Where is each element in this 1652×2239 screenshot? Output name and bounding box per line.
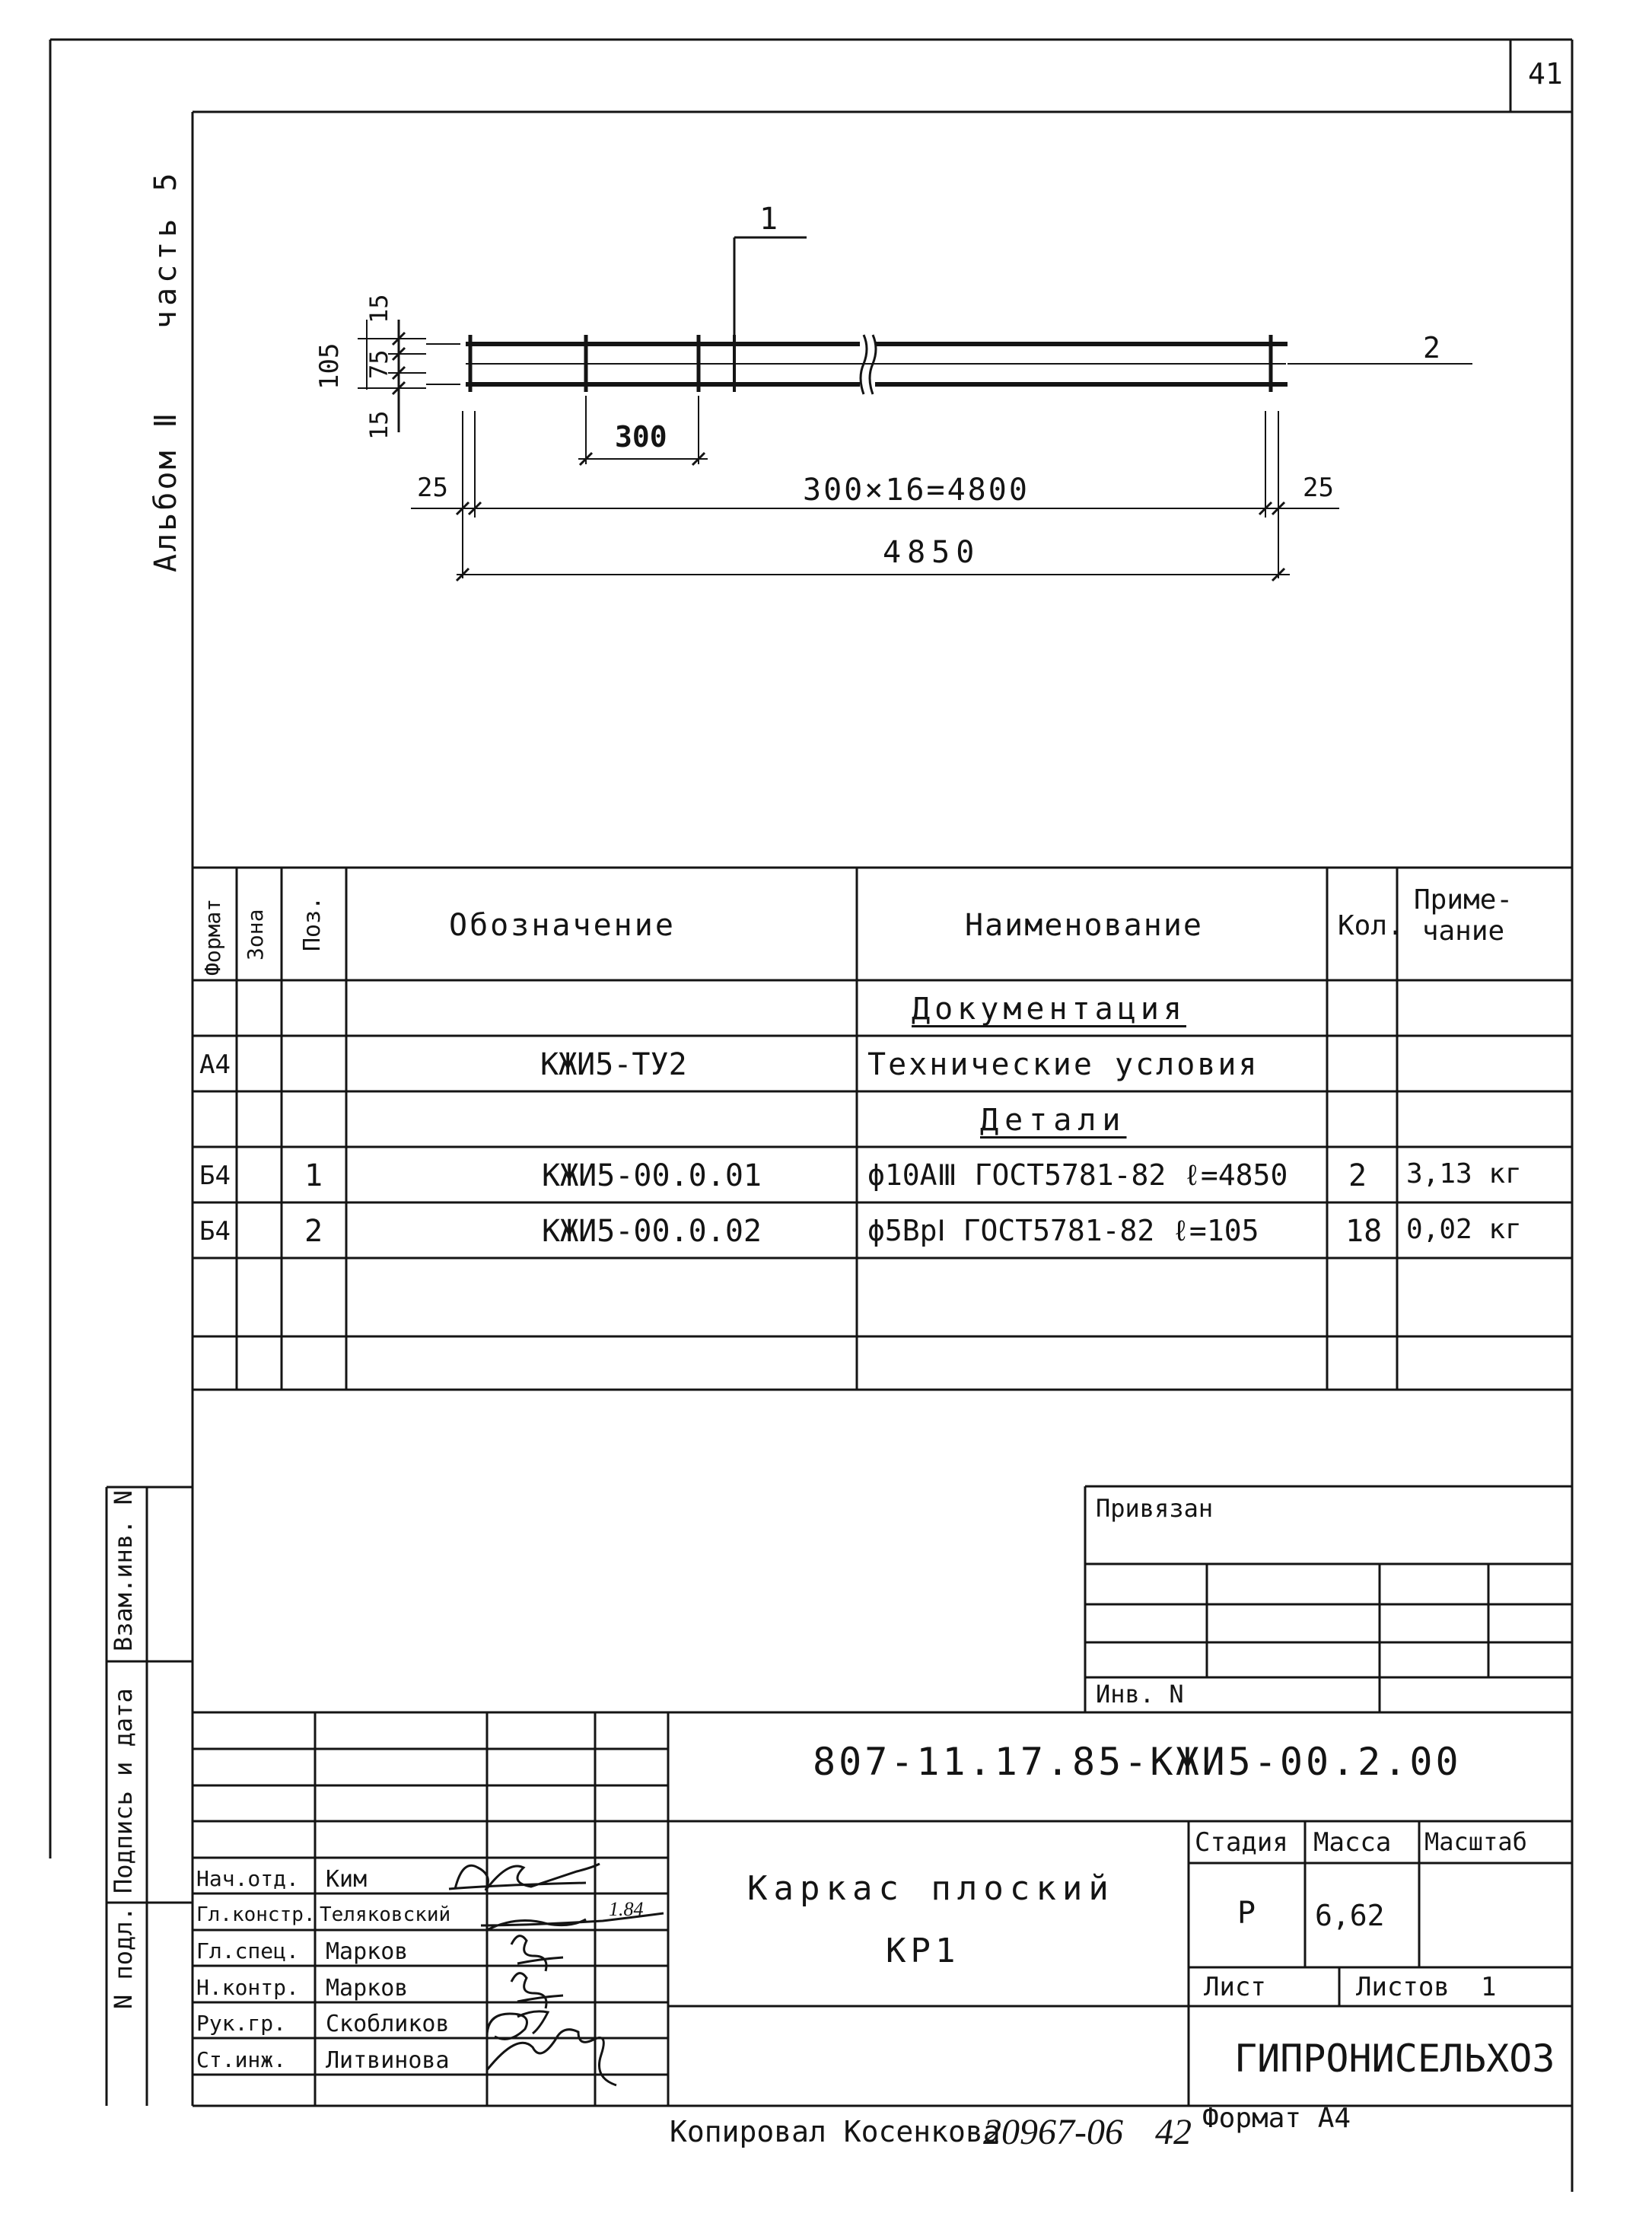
- scale-label: Масштаб: [1424, 1827, 1527, 1856]
- row-note: 0,02 кг: [1406, 1214, 1522, 1245]
- header-pos: Поз.: [299, 896, 326, 951]
- row-designation: КЖИ5-ТУ2: [540, 1047, 687, 1082]
- sign-role: Нач.отд.: [196, 1866, 299, 1891]
- doc-code: 807-11.17.85-КЖИ5-00.2.00: [813, 1740, 1462, 1784]
- header-designation: Обозначение: [449, 908, 676, 943]
- row-format: Б4: [199, 1216, 231, 1247]
- row-qty: 18: [1345, 1214, 1383, 1249]
- row-format: Б4: [199, 1161, 231, 1191]
- mass-value: 6,62: [1315, 1899, 1385, 1932]
- section-documentation: Документация: [912, 992, 1186, 1027]
- strip-inv-podl: N подл.: [109, 1906, 138, 2009]
- footer-format: Формат А4: [1202, 2103, 1351, 2134]
- sheet-label: Лист: [1204, 1972, 1266, 2002]
- sheets-value: 1: [1481, 1972, 1497, 2002]
- sign-name: Ким: [326, 1866, 368, 1893]
- stage-label: Стадия: [1195, 1827, 1288, 1858]
- row-qty: 2: [1348, 1158, 1367, 1193]
- dim-left-top: 15: [364, 294, 393, 323]
- header-format: Формат: [200, 898, 225, 976]
- dim-left-total: 105: [314, 342, 345, 390]
- header-zone: Зона: [243, 909, 268, 960]
- attached-title: Привязан: [1096, 1494, 1214, 1523]
- sign-role: Рук.гр.: [196, 2011, 287, 2036]
- row-designation: КЖИ5-00.0.02: [542, 1214, 762, 1249]
- strip-vzam: Взам.инв. N: [109, 1490, 138, 1651]
- sign-name: Литвинова: [326, 2047, 450, 2074]
- header-name: Наименование: [965, 908, 1203, 943]
- header-note: Приме- чание: [1414, 884, 1514, 948]
- sheet-number: 41: [1528, 57, 1563, 91]
- header-qty: Кол.: [1338, 910, 1404, 941]
- row-format: А4: [199, 1049, 231, 1080]
- pos1-label: 1: [759, 202, 778, 237]
- signature-marks: [449, 1864, 664, 2085]
- row-name: Технические условия: [867, 1047, 1259, 1082]
- sheets-label: Листов: [1356, 1972, 1450, 2002]
- pos2-label: 2: [1423, 331, 1440, 365]
- dim-middle: 300×16=4800: [803, 473, 1030, 508]
- dim-left-mid: 75: [364, 349, 393, 379]
- row-pos: 1: [304, 1158, 323, 1193]
- sign-name: Марков: [326, 1975, 409, 2002]
- footer-copied: Копировал Косенкова: [670, 2115, 1001, 2148]
- title-line1: Каркас плоский: [747, 1869, 1115, 1908]
- part-label: часть 5: [148, 168, 183, 329]
- dim-left-end: 25: [417, 473, 448, 503]
- title-line2: КР1: [886, 1932, 960, 1970]
- stage-value: Р: [1237, 1896, 1256, 1931]
- sign-name: Марков: [326, 1938, 409, 1965]
- dim-right-end: 25: [1303, 473, 1334, 503]
- row-note: 3,13 кг: [1406, 1158, 1522, 1190]
- sign-role: Н.контр.: [196, 1975, 299, 2000]
- row-designation: КЖИ5-00.0.01: [542, 1158, 762, 1193]
- org-name: ГИПРОНИСЕЛЬХОЗ: [1234, 2037, 1555, 2081]
- mass-label: Масса: [1313, 1827, 1392, 1858]
- sign-name: Скобликов: [326, 2011, 450, 2037]
- dim-left-bottom: 15: [364, 410, 393, 440]
- sign-role: Ст.инж.: [196, 2047, 287, 2072]
- row-name: ϕ5ВрⅠ ГОСТ5781-82 ℓ=105: [867, 1214, 1259, 1247]
- footer-sheet-hand: 42: [1155, 2112, 1192, 2152]
- dim-spacing: 300: [615, 420, 667, 454]
- album-label: Альбом Ⅱ: [148, 410, 183, 572]
- sign-role: Гл.спец.: [196, 1938, 299, 1964]
- attached-inv-label: Инв. N: [1096, 1680, 1184, 1709]
- row-pos: 2: [304, 1214, 323, 1249]
- dim-total: 4850: [883, 535, 981, 570]
- row-name: ϕ10АⅢ ГОСТ5781-82 ℓ=4850: [867, 1158, 1288, 1192]
- date-mark: 1.84: [609, 1898, 644, 1920]
- sign-name: Теляковский: [320, 1903, 451, 1926]
- strip-podpis: Подпись и дата: [109, 1688, 138, 1893]
- sign-role: Гл.констр.: [196, 1903, 316, 1926]
- footer-order: 20967-06: [983, 2112, 1123, 2152]
- section-details: Детали: [980, 1103, 1127, 1138]
